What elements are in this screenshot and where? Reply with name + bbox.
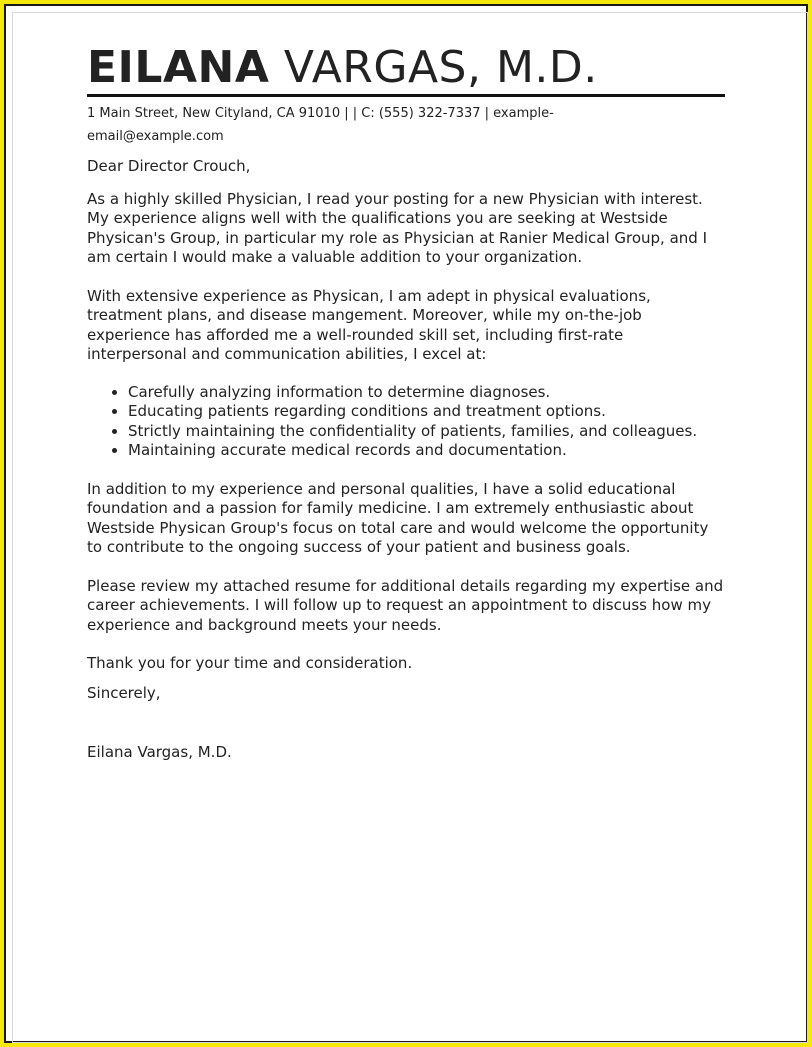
- thanks-line: Thank you for your time and consideration.: [87, 654, 413, 672]
- last-name: VARGAS, M.D.: [283, 42, 598, 93]
- applicant-name: [87, 42, 727, 94]
- skills-list: [87, 383, 727, 461]
- paragraph-4: Please review my attached resume for additional details regarding my expertise and career achievements. I will follow up to request an appointment to discuss how my experience and background meets your needs.: [87, 576, 724, 634]
- first-name: EILANA: [87, 42, 270, 93]
- contact-line: 1 Main Street, New Cityland, CA 91010 | | C: (555) 322-7337 | example-email@example.com: [87, 106, 554, 144]
- paragraph-1: As a highly skilled Physician, I read your posting for a new Physician with interest. My experience aligns well with the qualifications you are seeking at Westside Physican's Group, in particular my role as Physician at Ranier Medical Group, and I am certain I would make a valuable addition to your organization.: [87, 189, 708, 266]
- list-item: • Educating patients regarding conditions and treatment options.: [128, 402, 727, 422]
- letter-content: [87, 42, 727, 763]
- header-rule: [87, 94, 725, 97]
- closing: Sincerely,: [87, 683, 161, 702]
- list-item: • Strictly maintaining the confidentiality of patients, families, and colleagues.: [128, 422, 727, 442]
- list-item: • Carefully analyzing information to determine diagnoses.: [128, 383, 727, 403]
- salutation: Dear Director Crouch,: [87, 157, 251, 175]
- paragraph-2: With extensive experience as Physican, I am adept in physical evaluations, treatment plans, and disease mangement. Moreover, while my on-the-job experience has afforded me a well-rounded skill set, including first-rate interpersonal and communication abilities, I excel at:: [87, 286, 651, 363]
- paragraph-3: In addition to my experience and personal qualities, I have a solid educational foundation and a passion for family medicine. I am extremely enthusiastic about Westside Physican Group's focus on total care and would welcome the opportunity to contribute to the ongoing success of your patient and business goals.: [87, 479, 709, 556]
- signature-name: Eilana Vargas, M.D.: [87, 743, 232, 761]
- list-item: • Maintaining accurate medical records and documentation.: [128, 441, 727, 461]
